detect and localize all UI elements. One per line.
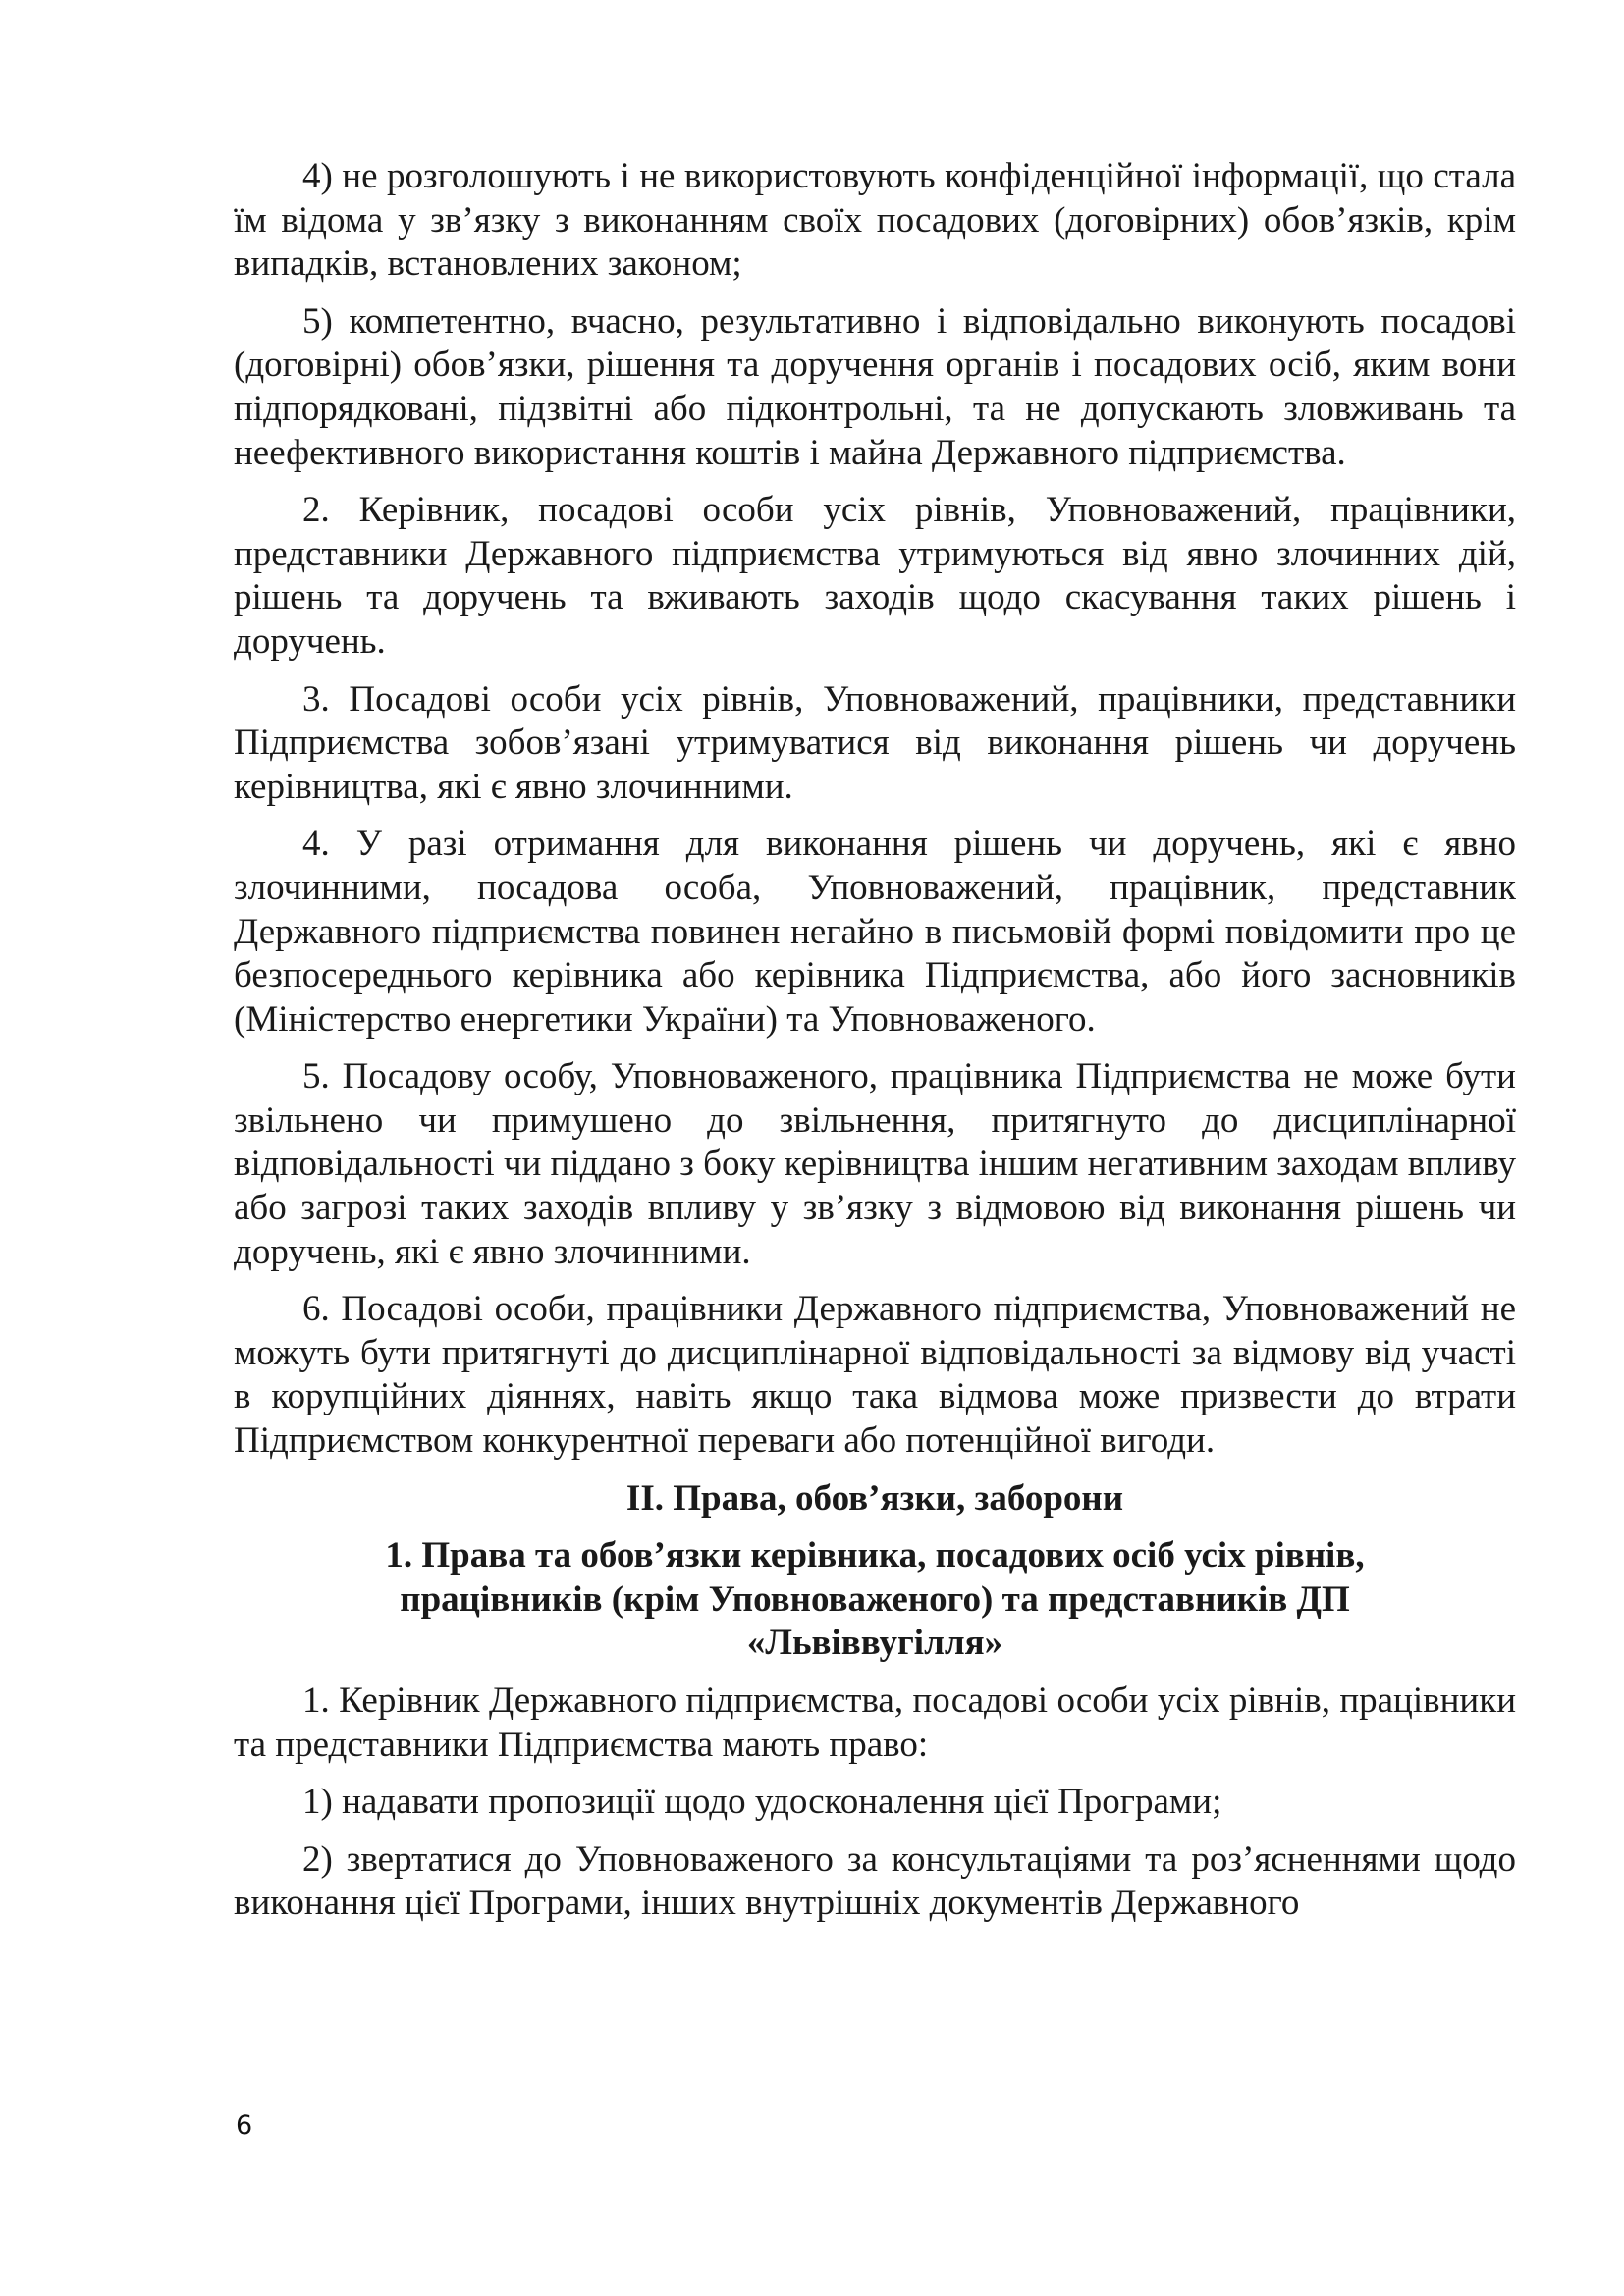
paragraph-no-dismissal: 5. Посадову особу, Уповноваженого, працівника Підприємства не може бути звільнено чи примушено до звільнення, притягнуто до дисциплінарної відповідальності чи піддано з боку керівництва іншим негативним заходам впливу або загрозі таких заходів впливу у зв’язку з відмовою від виконання рішень чи доручень, які є явно злочинними. — [234, 1056, 1516, 1272]
paragraph-refrain-criminal-actions: 2. Керівник, посадові особи усіх рівнів, Уповноважений, працівники, представники Державного підприємства утримуються від явно злочинних дій, рішень та доручень та вживають заходів щодо скасування таких рішень і доручень. — [234, 490, 1516, 662]
paragraph-rights-intro: 1. Керівник Державного підприємства, посадові особи усіх рівнів, працівники та представники Підприємства мають право: — [234, 1681, 1516, 1765]
paragraph-refrain-executing-decisions: 3. Посадові особи усіх рівнів, Уповноважений, працівники, представники Підприємства зобов’язані утримуватися від виконання рішень чи доручень керівництва, які є явно злочинними. — [234, 678, 1516, 807]
paragraph-report-criminal-orders: 4. У разі отримання для виконання рішень чи доручень, які є явно злочинними, посадова особа, Уповноважений, працівник, представник Державного підприємства повинен негайно в письмовій формі повідомити про це безпосереднього керівника або керівника Підприємства, або його засновників (Міністерство енергетики України) та Уповноваженого. — [234, 824, 1516, 1040]
page-body — [234, 155, 1516, 1940]
paragraph-right-consultations: 2) звертатися до Уповноваженого за консультаціями та роз’ясненнями щодо виконання цієї Програми, інших внутрішніх документів Державного — [234, 1839, 1516, 1924]
section-heading: ІІ. Права, обов’язки, заборони — [625, 1477, 1124, 1519]
paragraph-right-proposals: 1) надавати пропозиції щодо удосконалення цієї Програми; — [302, 1782, 1222, 1823]
paragraph-competence: 5) компетентно, вчасно, результативно і відповідально виконують посадові (договірні) обов’язки, рішення та доручення органів і посадових осіб, яким вони підпорядковані, підзвітні або підконтрольні, та не допускають зловживань та неефективного використання коштів і майна Державного підприємства. — [234, 300, 1516, 473]
subsection-heading: 1. Права та обов’язки керівника, посадових осіб усіх рівнів, працівників (крім Уповноваженого) та представників ДП «Львіввугілля» — [385, 1535, 1365, 1664]
page-number: 6 — [236, 2110, 253, 2141]
paragraph-no-disciplinary-liability: 6. Посадові особи, працівники Державного підприємства, Уповноважений не можуть бути притягнуті до дисциплінарної відповідальності за відмову від участі в корупційних діяннях, навіть якщо така відмова може призвести до втрати Підприємством конкурентної переваги або потенційної вигоди. — [234, 1289, 1516, 1462]
paragraph-confidentiality: 4) не розголошують і не використовують конфіденційної інформації, що стала їм відома у зв’язку з виконанням своїх посадових (договірних) обов’язків, крім випадків, встановлених законом; — [234, 156, 1516, 285]
